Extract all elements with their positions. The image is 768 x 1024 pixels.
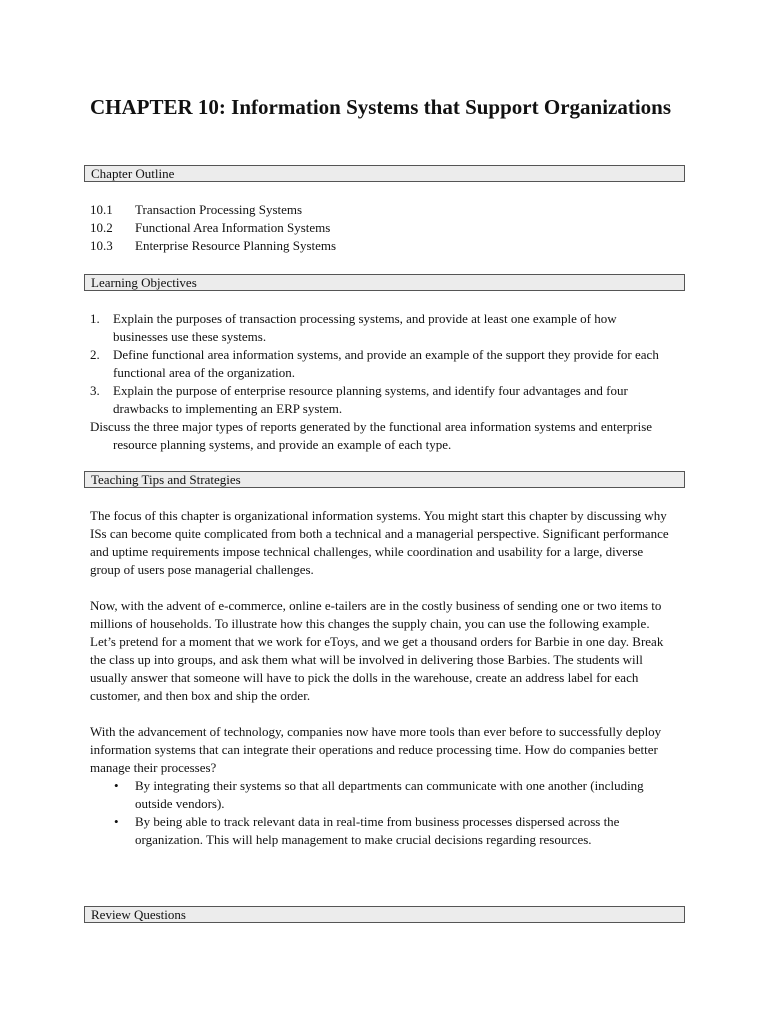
section-bar-learning-objectives [84,274,685,291]
tips-paragraph-1: The focus of this chapter is organizational information systems. You might start this chapter by discussing why ISs can become quite complicated from both a technical and a managerial perspective. Significant performance and uptime requirements impose technical challenges, while coordination and usability for a large, diverse group of users pose managerial challenges. [90,508,669,577]
outline-text: Enterprise Resource Planning Systems [135,238,337,253]
outline-text: Transaction Processing Systems [135,202,303,217]
objective-number: 2. [90,347,100,362]
outline-item [90,237,690,255]
objective-item [90,382,672,418]
outline-item [90,219,690,237]
bullet-text: By integrating their systems so that all departments can communicate with one another (including outside vendors). [135,778,644,811]
outline-number: 10.1 [90,202,113,217]
objective-number: 3. [90,383,100,398]
teaching-tips-body [90,507,670,849]
tips-paragraph-3: With the advancement of technology, companies now have more tools than ever before to successfully deploy information systems that can integrate their operations and reduce processing time. How do companies better manage their processes? [90,724,662,775]
tips-bullet-list [90,777,670,849]
section-heading: Review Questions [91,907,186,922]
section-heading: Learning Objectives [91,275,197,290]
chapter-outline-list [90,201,690,255]
section-heading: Teaching Tips and Strategies [91,472,241,487]
objective-extra-text: Discuss the three major types of reports generated by the functional area information systems and enterprise resource planning systems, and provide an example of each type. [90,419,653,452]
bullet-text: By being able to track relevant data in real-time from business processes dispersed across the organization. This will help management to make crucial decisions regarding resources. [135,814,620,847]
section-heading: Chapter Outline [91,166,175,181]
bullet-item [114,777,670,813]
objective-text: Explain the purposes of transaction processing systems, and provide at least one example of how businesses use these systems. [113,311,617,344]
section-bar-chapter-outline [84,165,685,182]
outline-item [90,201,690,219]
section-bar-review-questions [84,906,685,923]
bullet-icon: • [114,778,119,793]
outline-number: 10.3 [90,238,113,253]
bullet-icon: • [114,814,119,829]
objective-item [90,346,672,382]
outline-number: 10.2 [90,220,113,235]
chapter-title: CHAPTER 10: Information Systems that Support Organizations [90,95,672,119]
objective-item [90,310,672,346]
tips-paragraph-2: Now, with the advent of e-commerce, online e-tailers are in the costly business of sending one or two items to millions of households. To illustrate how this changes the supply chain, you can use the following example. Let’s pretend for a moment that we work for eToys, and we get a thousand orders for Barbie in one day. Break the class up into groups, and ask them what will be involved in delivering those Barbies. The students will usually answer that someone will have to pick the dolls in the warehouse, create an address label for each customer, and then box and ship the order. [90,598,664,703]
objective-number: 1. [90,311,100,326]
section-bar-teaching-tips [84,471,685,488]
bullet-item [114,813,670,849]
learning-objectives-list [90,310,672,454]
objective-text: Explain the purpose of enterprise resource planning systems, and identify four advantages and four drawbacks to implementing an ERP system. [113,383,628,416]
objective-text: Define functional area information systems, and provide an example of the support they provide for each functional area of the organization. [113,347,659,380]
outline-text: Functional Area Information Systems [135,220,331,235]
